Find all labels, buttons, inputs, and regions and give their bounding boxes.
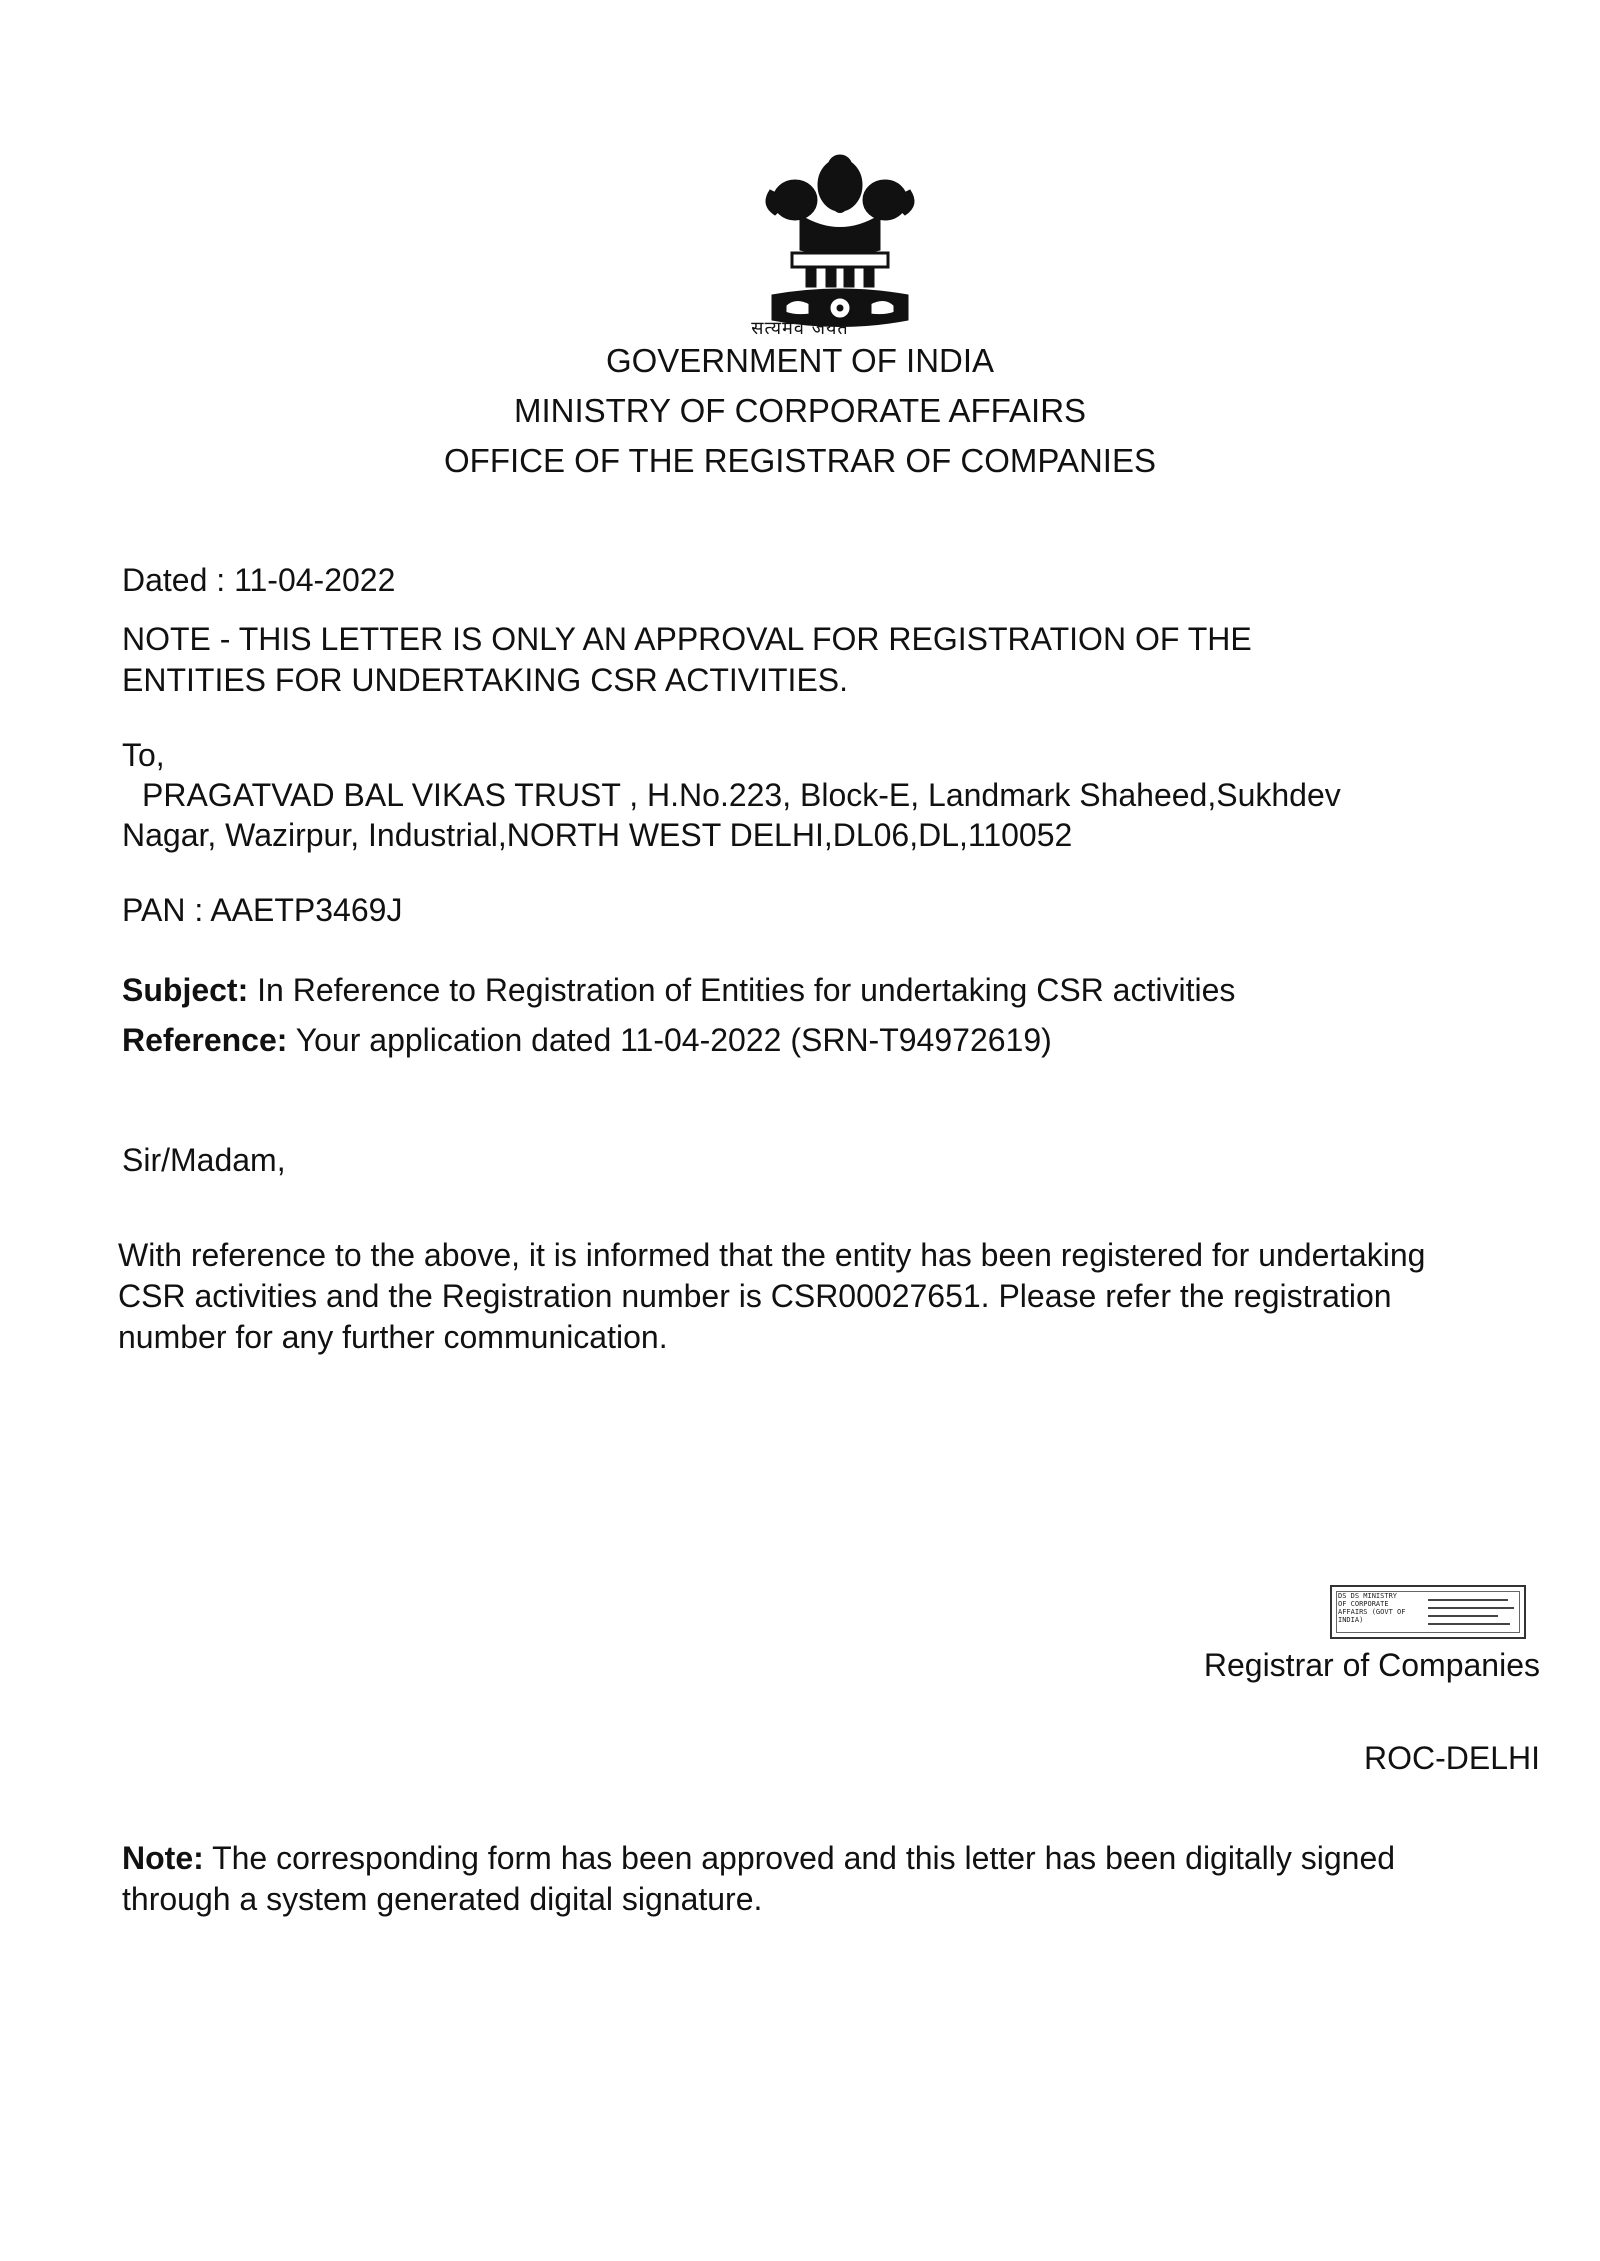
pan-number: PAN : AAETP3469J [122, 892, 403, 928]
stamp-line [1428, 1623, 1510, 1625]
approval-note-line1: NOTE - THIS LETTER IS ONLY AN APPROVAL FOR REGISTRATION OF THE [122, 621, 1252, 657]
body-line3: number for any further communication. [118, 1319, 668, 1355]
subject-text: In Reference to Registration of Entities for undertaking CSR activities [248, 972, 1236, 1008]
body-line1: With reference to the above, it is informed that the entity has been registered for undertaking [118, 1237, 1426, 1273]
recipient-address-line2: Nagar, Wazirpur, Industrial,NORTH WEST DELHI,DL06,DL,110052 [122, 817, 1073, 853]
stamp-line [1428, 1615, 1498, 1617]
footer-note-line2: through a system generated digital signature. [122, 1881, 763, 1917]
stamp-text: DS DS MINISTRY OF CORPORATE AFFAIRS (GOVT OF INDIA) [1338, 1592, 1406, 1624]
emblem-motto: सत्यमेव जयते [751, 318, 849, 339]
government-heading: GOVERNMENT OF INDIA [605, 342, 995, 379]
ministry-heading: MINISTRY OF CORPORATE AFFAIRS [513, 392, 1087, 429]
reference-label: Reference: [122, 1022, 288, 1058]
subject-line [122, 970, 1235, 1011]
signatory-office: ROC-DELHI [1363, 1740, 1540, 1776]
recipient-to: To, [122, 737, 165, 773]
footer-note-line1 [122, 1838, 1395, 1879]
footer-note-text: The corresponding form has been approved and this letter has been digitally signed [203, 1840, 1396, 1876]
footer-note-label: Note: [122, 1840, 204, 1876]
reference-line [122, 1020, 1052, 1061]
letter-date: Dated : 11-04-2022 [122, 562, 396, 598]
subject-label: Subject: [122, 972, 249, 1008]
approval-note-line2: ENTITIES FOR UNDERTAKING CSR ACTIVITIES. [122, 662, 849, 698]
body-line2: CSR activities and the Registration number is CSR00027651. Please refer the registration [118, 1278, 1392, 1314]
recipient-address-line1: PRAGATVAD BAL VIKAS TRUST , H.No.223, Block-E, Landmark Shaheed,Sukhdev [142, 777, 1341, 813]
office-heading: OFFICE OF THE REGISTRAR OF COMPANIES [444, 442, 1156, 479]
stamp-line [1428, 1607, 1514, 1609]
salutation: Sir/Madam, [122, 1142, 286, 1178]
signatory-designation: Registrar of Companies [1203, 1647, 1540, 1683]
stamp-line [1428, 1599, 1508, 1601]
reference-text: Your application dated 11-04-2022 (SRN-T94972619) [287, 1022, 1052, 1058]
digital-signature-stamp [1330, 1585, 1526, 1639]
